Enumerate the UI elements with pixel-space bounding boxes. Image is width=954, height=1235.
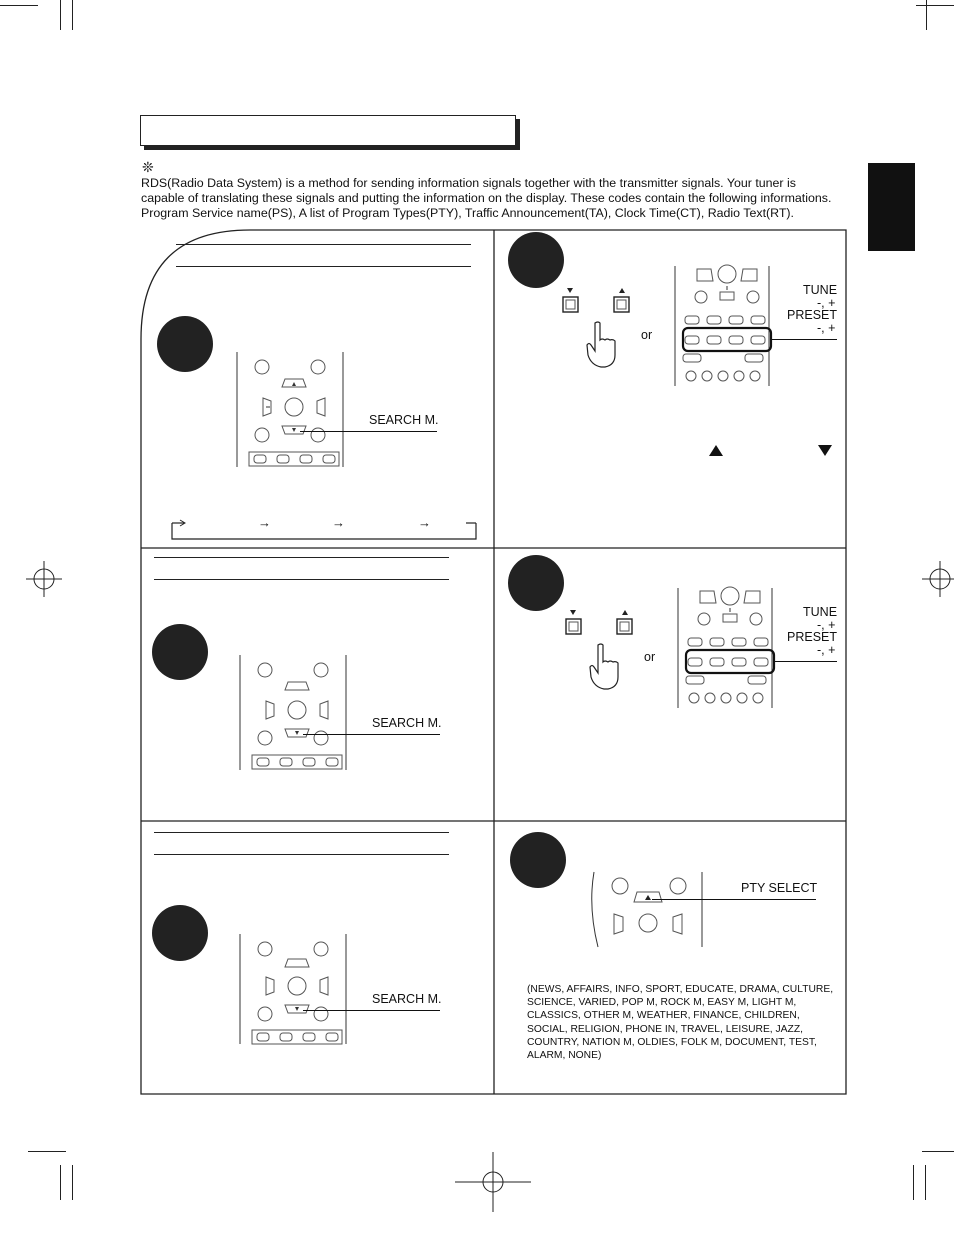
remote-nav-pad-illustration (238, 934, 348, 1044)
crop-mark (60, 0, 61, 30)
tune-label: TUNE (803, 605, 838, 619)
up-triangle-icon (709, 445, 723, 457)
tune-range-label: -, + (817, 296, 836, 310)
cycle-arrow: → (418, 515, 431, 530)
tune-range-label: -, + (817, 618, 836, 632)
crop-mark (72, 1165, 73, 1200)
crop-mark (72, 0, 73, 30)
heading-rule (154, 854, 449, 855)
crop-mark (60, 1165, 61, 1200)
remote-transport-illustration (673, 266, 773, 386)
label-leader-line (773, 661, 837, 662)
heading-rule (154, 557, 449, 558)
cycle-arrow: → (332, 515, 345, 530)
crop-mark (922, 1151, 954, 1152)
or-text: or (641, 328, 653, 342)
crop-mark (0, 5, 38, 6)
search-mode-label: SEARCH M. (369, 413, 439, 427)
heading-rule (154, 832, 449, 833)
registration-mark (26, 561, 62, 597)
step-number-disc (152, 905, 208, 961)
tune-label: TUNE (803, 283, 838, 297)
crop-mark (925, 1165, 926, 1200)
step-number-disc (157, 316, 213, 372)
step-number-disc (152, 624, 208, 680)
label-leader-line (300, 431, 437, 432)
pty-type-list: (NEWS, AFFAIRS, INFO, SPORT, EDUCATE, DRAMA, CULTURE, SCIENCE, VARIED, POP M, ROCK M, EASY M, LIGHT M, CLASSICS, OTHER M, WEATHER, FINANCE, CHILDREN, SOCIAL, RELIGION, PHONE IN, TRAVEL, LEISURE, JAZZ, COUNTRY, NATION M, OLDIES, FOLK M, DOCUMENT, TEST, ALARM, NONE) (527, 984, 834, 1062)
label-leader-line (303, 734, 440, 735)
registration-mark (922, 561, 954, 597)
preset-label: PRESET (787, 630, 838, 644)
registration-mark (475, 1164, 511, 1200)
preset-range-label: -, + (817, 321, 836, 335)
pointing-hand-icon (586, 321, 616, 369)
pty-select-label: PTY SELECT (741, 881, 818, 895)
step-number-disc (510, 832, 566, 888)
intro-symbol: ❊ (142, 159, 154, 175)
step-number-disc (508, 555, 564, 611)
cycle-arrow: → (258, 515, 271, 530)
crop-mark (28, 1151, 66, 1152)
mode-cycle-bracket (170, 520, 480, 542)
heading-rule (154, 579, 449, 580)
tuner-updown-buttons (563, 607, 653, 637)
intro-paragraph: RDS(Radio Data System) is a method for sending information signals together with the transmitter signals. Your tuner is capable of translating these signals and putting the information on the display. These codes contain the following informations. Program Service name(PS), A list of Program Types(PTY), Traffic Announcement(TA), Clock Time(CT), Radio Text(RT). (141, 176, 832, 221)
label-leader-line (303, 1010, 440, 1011)
crop-mark (916, 5, 954, 6)
search-mode-label: SEARCH M. (372, 716, 442, 730)
preset-label: PRESET (787, 308, 838, 322)
heading-rule (176, 244, 471, 245)
remote-nav-pad-illustration (235, 352, 345, 467)
preset-range-label: -, + (817, 643, 836, 657)
remote-transport-illustration (676, 588, 776, 708)
remote-pty-select-illustration (588, 872, 708, 947)
chapter-tab (868, 163, 915, 251)
heading-rule (176, 266, 471, 267)
tuner-updown-buttons (560, 285, 650, 315)
crop-mark (913, 1165, 914, 1200)
or-text: or (644, 650, 656, 664)
crop-mark (926, 0, 927, 30)
label-leader-line (770, 339, 837, 340)
label-leader-line (652, 899, 816, 900)
search-mode-label: SEARCH M. (372, 992, 442, 1006)
section-title-box (140, 115, 516, 146)
step-number-disc (508, 232, 564, 288)
pointing-hand-icon (589, 643, 619, 691)
down-triangle-icon (818, 445, 832, 457)
remote-nav-pad-illustration (238, 655, 348, 770)
